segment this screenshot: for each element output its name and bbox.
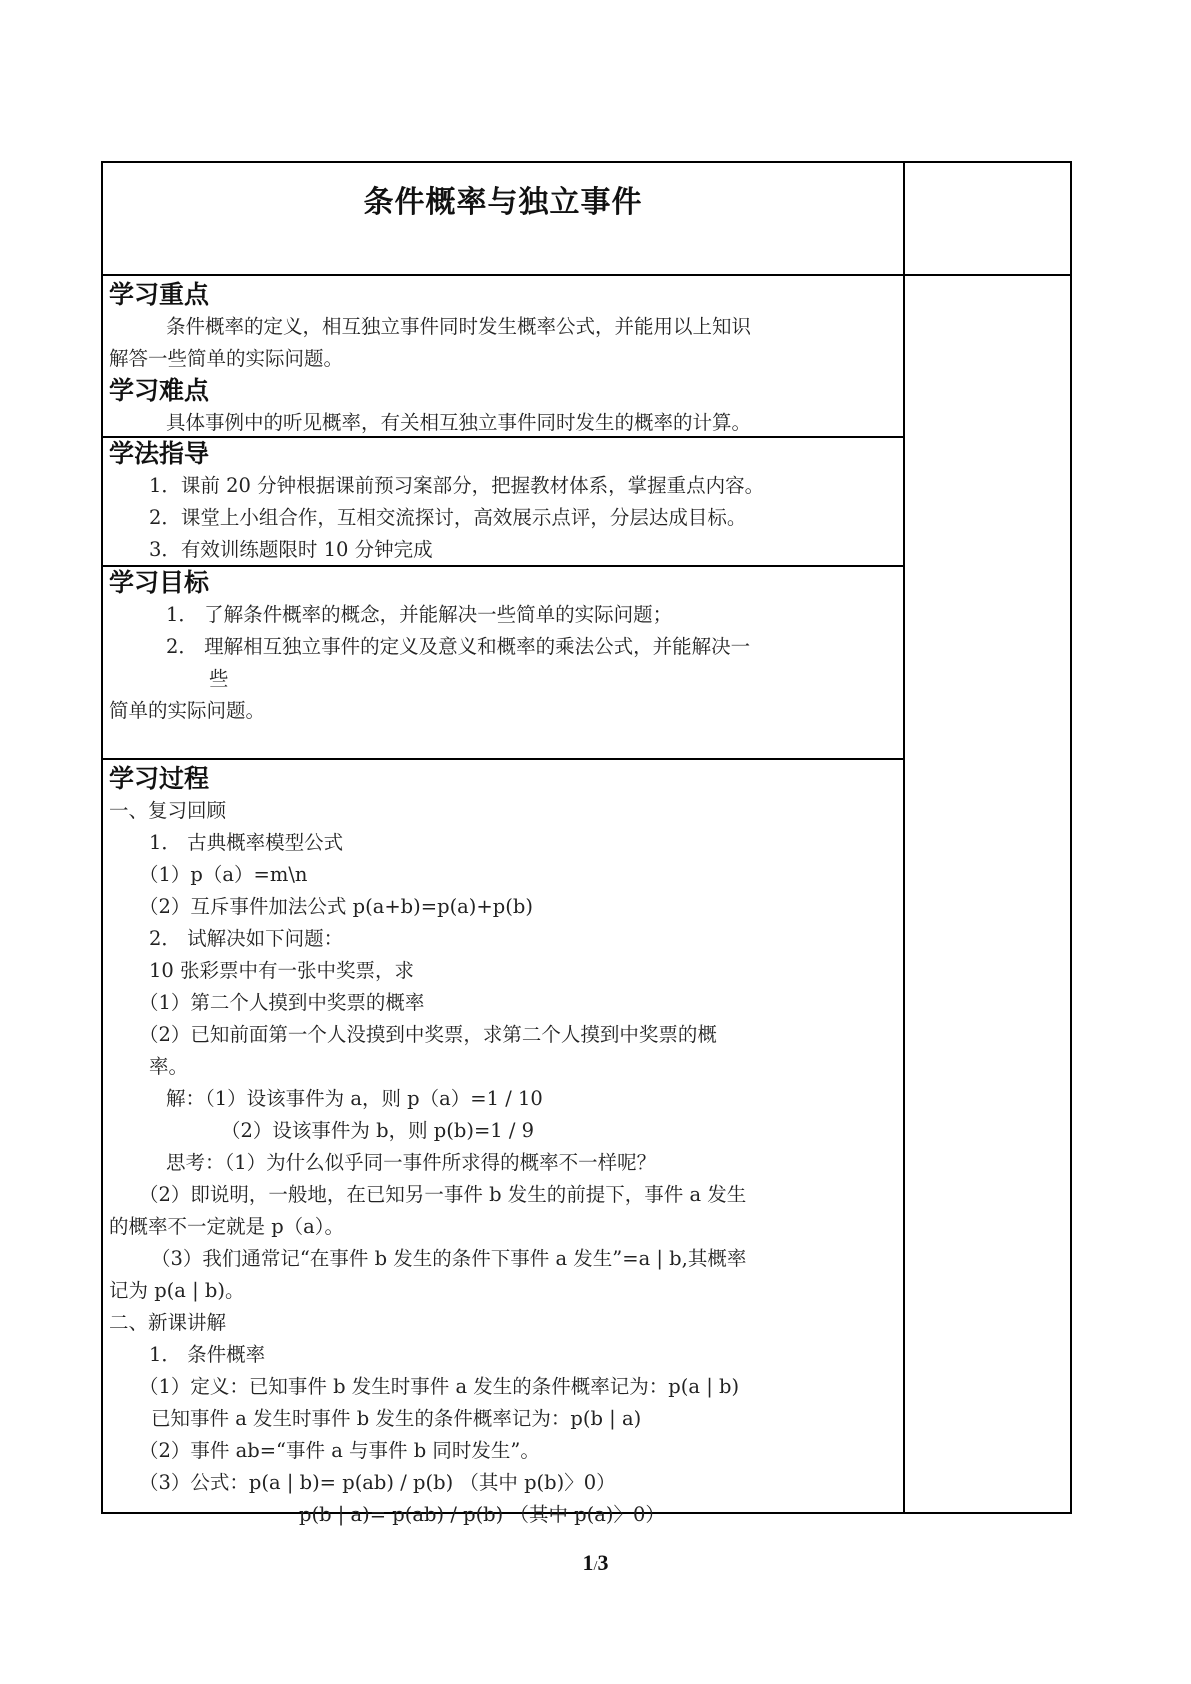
- list-item: 1． 了解条件概率的概念，并能解决一些简单的实际问题；: [166, 603, 673, 626]
- paragraph-line: 1． 条件概率: [149, 1343, 266, 1366]
- definition-line: （2）事件 ab=“事件 a 与事件 b 同时发生”。: [139, 1439, 540, 1462]
- paragraph-line: （3）我们通常记“在事件 b 发生的条件下事件 a 发生”=a | b,其概率: [151, 1247, 747, 1270]
- current-page: 1: [582, 1550, 594, 1575]
- paragraph-line: 2． 试解决如下问题：: [149, 927, 344, 950]
- paragraph-line: 10 张彩票中有一张中奖票，求: [149, 959, 415, 982]
- list-item: 2． 理解相互独立事件的定义及意义和概率的乘法公式，并能解决一: [166, 635, 751, 658]
- paragraph-line: 解答一些简单的实际问题。: [109, 347, 344, 370]
- paragraph-line: 记为 p(a | b)。: [109, 1279, 245, 1302]
- paragraph-line: 思考：（1）为什么似乎同一事件所求得的概率不一样呢？: [166, 1151, 657, 1174]
- total-pages: 3: [597, 1550, 609, 1575]
- column-divider: [903, 163, 905, 1512]
- formula-line: （3）公式：p(a | b)= p(ab) / p(b) （其中 p(b)〉0）: [139, 1471, 616, 1494]
- section-divider: [103, 758, 904, 760]
- list-item-continuation: 些: [209, 667, 229, 690]
- paragraph-line: （1）第二个人摸到中奖票的概率: [139, 991, 425, 1014]
- title-row-divider: [103, 274, 1070, 276]
- objectives-section: [109, 567, 901, 727]
- page-number: [0, 1550, 1191, 1576]
- solution-line: （2）设该事件为 b，则 p(b)=1 / 9: [221, 1119, 535, 1142]
- method-guide-section: [109, 438, 901, 566]
- formula-line: （2）互斥事件加法公式 p(a+b)=p(a)+p(b): [139, 895, 533, 918]
- paragraph-line: 的概率不一定就是 p（a）。: [109, 1215, 345, 1238]
- section-heading: 学习难点: [109, 376, 210, 405]
- paragraph-line: 率。: [149, 1055, 189, 1078]
- paragraph-line: 条件概率的定义，相互独立事件同时发生概率公式，并能用以上知识: [166, 315, 752, 338]
- section-heading: 学法指导: [109, 439, 210, 468]
- subheading: 一、复习回顾: [109, 799, 227, 822]
- paragraph-line: 简单的实际问题。: [109, 699, 266, 722]
- key-points-section: [109, 279, 901, 439]
- page-separator: /: [593, 1559, 598, 1574]
- definition-line: （1）定义：已知事件 b 发生时事件 a 发生的条件概率记为：p(a | b): [139, 1375, 740, 1398]
- section-heading: 学习过程: [109, 764, 210, 793]
- section-heading: 学习重点: [109, 280, 210, 309]
- formula-line: （1）p（a）=m\n: [139, 863, 308, 886]
- list-item: 2．课堂上小组合作，互相交流探讨，高效展示点评，分层达成目标。: [149, 506, 747, 529]
- section-heading: 学习目标: [109, 568, 210, 597]
- paragraph-line: 具体事例中的听见概率，有关相互独立事件同时发生的概率的计算。: [166, 411, 752, 434]
- paragraph-line: （2）即说明，一般地，在已知另一事件 b 发生的前提下，事件 a 发生: [139, 1183, 747, 1206]
- lesson-table: [101, 161, 1072, 1526]
- document-title: 条件概率与独立事件: [363, 185, 643, 220]
- subheading: 二、新课讲解: [109, 1311, 227, 1334]
- definition-line: 已知事件 a 发生时事件 b 发生的条件概率记为：p(b | a): [151, 1407, 642, 1430]
- list-item: 1．课前 20 分钟根据课前预习案部分，把握教材体系，掌握重点内容。: [149, 474, 765, 497]
- paragraph-line: （2）已知前面第一个人没摸到中奖票，求第二个人摸到中奖票的概: [139, 1023, 717, 1046]
- formula-line: p(b | a)= p(ab) / p(b) （其中 p(a)〉0）: [299, 1503, 665, 1526]
- list-item: 3．有效训练题限时 10 分钟完成: [149, 538, 433, 561]
- paragraph-line: 1． 古典概率模型公式: [149, 831, 344, 854]
- process-section: [109, 763, 901, 1531]
- solution-line: 解：（1）设该事件为 a，则 p（a）=1 / 10: [166, 1087, 543, 1110]
